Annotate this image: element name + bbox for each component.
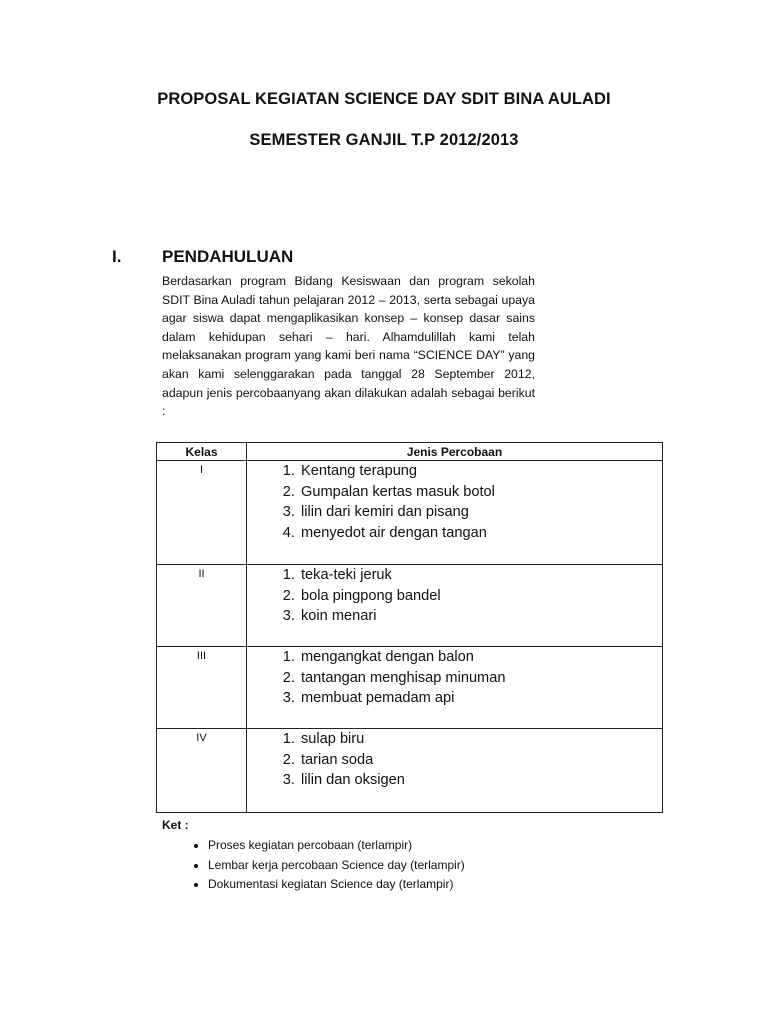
list-item: 3. koin menari	[299, 606, 662, 627]
ket-item: • Proses kegiatan percobaan (terlampir)	[208, 836, 465, 856]
experiment-list	[247, 565, 662, 627]
list-item: 2. bola pingpong bandel	[299, 586, 662, 607]
experiment-cell	[247, 729, 663, 813]
experiment-list	[247, 729, 662, 791]
document-title: PROPOSAL KEGIATAN SCIENCE DAY SDIT BINA AULADI	[157, 90, 611, 108]
kelas-cell: IV	[157, 729, 247, 813]
list-item: 1. sulap biru	[299, 729, 662, 750]
list-item: 2. tantangan menghisap minuman	[299, 668, 662, 689]
experiment-list	[247, 647, 662, 709]
list-item: 2. Gumpalan kertas masuk botol	[299, 482, 662, 503]
section-number: I.	[112, 247, 122, 266]
ket-item: • Lembar kerja percobaan Science day (terlampir)	[208, 856, 465, 876]
experiment-cell	[247, 461, 663, 565]
list-item: 1. Kentang terapung	[299, 461, 662, 482]
list-item: 4. menyedot air dengan tangan	[299, 523, 662, 544]
document-subtitle: SEMESTER GANJIL T.P 2012/2013	[249, 131, 519, 149]
intro-paragraph: Berdasarkan program Bidang Kesiswaan dan program sekolah SDIT Bina Auladi tahun pelajaran 2012 – 2013, serta sebagai upaya agar siswa dapat mengaplikasikan konsep – konsep dasar sains dalam kehidupan sehari – hari. Alhamdulillah kami telah melaksanakan program yang kami beri nama “SCIENCE DAY” yang akan kami selenggarakan pada tanggal 28 September 2012, adapun jenis percobaanyang akan dilakukan adalah sebagai berikut :	[162, 274, 535, 419]
experiment-cell	[247, 565, 663, 647]
section-heading: PENDAHULUAN	[162, 247, 294, 266]
experiment-cell	[247, 647, 663, 729]
list-item: 2. tarian soda	[299, 750, 662, 771]
list-item: 1. mengangkat dengan balon	[299, 647, 662, 668]
list-item: 3. lilin dan oksigen	[299, 770, 662, 791]
list-item: 3. lilin dari kemiri dan pisang	[299, 502, 662, 523]
table-row	[157, 729, 663, 813]
list-item: 3. membuat pemadam api	[299, 688, 662, 709]
table-row	[157, 647, 663, 729]
experiment-list	[247, 461, 662, 544]
ket-item: • Dokumentasi kegiatan Science day (terlampir)	[208, 875, 465, 895]
header-jenis-percobaan: Jenis Percobaan	[247, 443, 663, 461]
experiment-table	[156, 442, 663, 813]
ket-label: Ket :	[162, 818, 189, 832]
header-kelas: Kelas	[157, 443, 247, 461]
table-row	[157, 565, 663, 647]
table-row	[157, 461, 663, 565]
kelas-cell: II	[157, 565, 247, 647]
kelas-cell: I	[157, 461, 247, 565]
table-header-row	[157, 443, 663, 461]
list-item: 1. teka-teki jeruk	[299, 565, 662, 586]
kelas-cell: III	[157, 647, 247, 729]
ket-list	[162, 836, 465, 895]
